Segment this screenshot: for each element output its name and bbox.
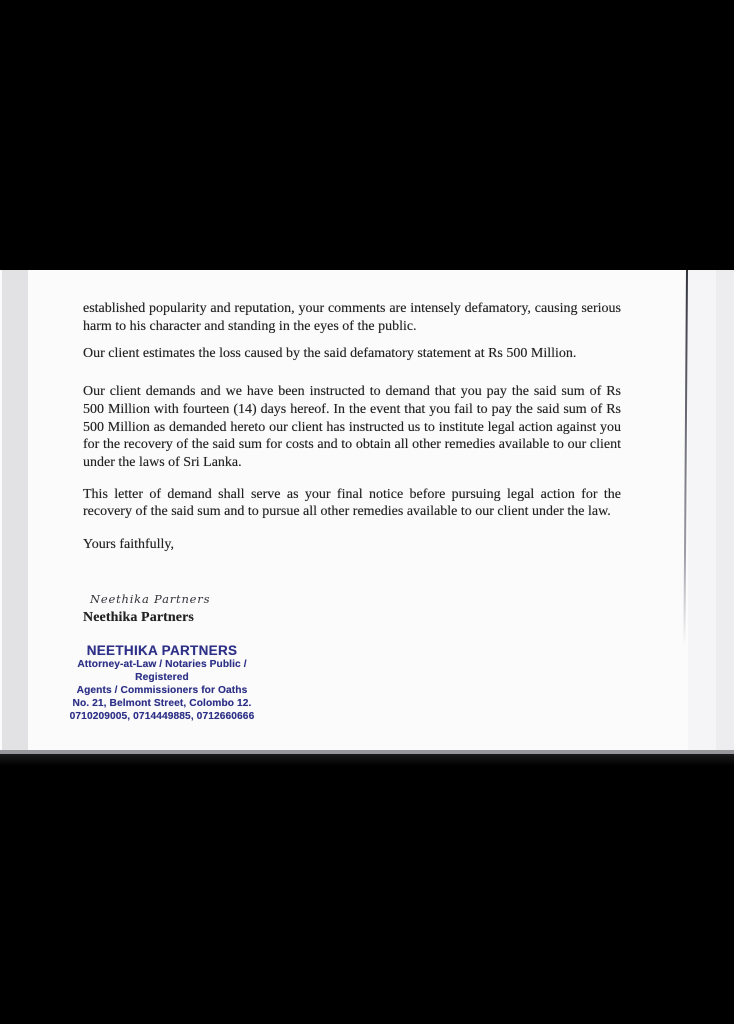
letterbox-bottom [0, 754, 734, 1024]
handwritten-signature: Neethika Partners [90, 591, 211, 606]
letter-body [69, 300, 621, 723]
stamp-firm-name: NEETHIKA PARTNERS [86, 643, 238, 659]
letter-page-photo [0, 270, 734, 754]
page-left-edge-shadow [2, 270, 28, 750]
paragraph-demand: Our client demands and we have been instructed to demand that you pay the said sum of Rs 500 Million with fourteen (14) days hereof. In the event that you fail to pay the said sum of Rs 500 Million as demanded hereto our client has instructed us to institute legal action against you for the recovery of the said sum for costs and to obtain all other remedies available to our client under the laws of Sri Lanka. [83, 384, 621, 470]
stamp-designations-line1: Attorney-at-Law / Notaries Public / Registered [77, 659, 247, 684]
paragraph-final-notice: This letter of demand shall serve as your final notice before pursuing legal action for the recovery of the said sum and to pursue all other remedies available to our client under the law. [83, 486, 621, 520]
page-right-edge-shadow [716, 270, 734, 750]
stamp-address: No. 21, Belmont Street, Colombo 12. [72, 697, 252, 709]
paragraph-defamation: established popularity and reputation, your comments are intensely defamatory, causing serious harm to his character and standing in the eyes of the public. [83, 301, 621, 334]
letterbox-top [0, 0, 734, 270]
page-right-gutter [688, 270, 716, 750]
law-firm-stamp [51, 642, 273, 723]
stamp-designations-line2: Agents / Commissioners for Oaths [76, 685, 248, 697]
stamp-phone-numbers: 0710209005, 0714449885, 0712660666 [69, 710, 255, 722]
signatory-name: Neethika Partners [83, 609, 194, 625]
closing-salutation: Yours faithfully, [83, 537, 175, 553]
paragraph-loss-estimate: Our client estimates the loss caused by the said defamatory statement at Rs 500 Million. [83, 346, 577, 362]
